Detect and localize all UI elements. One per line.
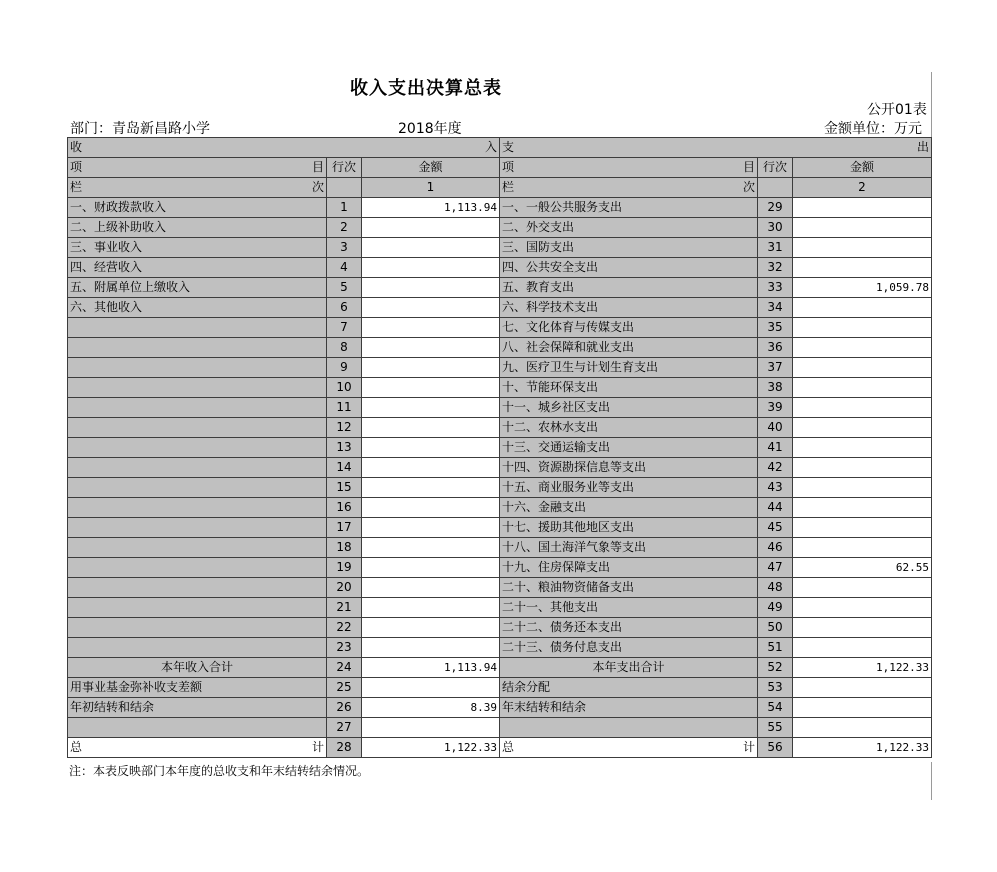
income-row-number: 13	[327, 438, 362, 458]
expense-amount-cell	[793, 438, 932, 458]
expense-item-cell: 十二、农林水支出	[500, 418, 758, 438]
expense-row-number: 48	[758, 578, 793, 598]
year-label: 2018年度	[398, 121, 462, 137]
income-row-number: 9	[327, 358, 362, 378]
income-amount-cell: 8.39	[362, 698, 500, 718]
expense-amount-cell	[793, 678, 932, 698]
income-item-cell: 一、财政拨款收入	[68, 198, 327, 218]
income-row-number: 26	[327, 698, 362, 718]
income-amount-cell	[362, 378, 500, 398]
form-number: 公开01表	[867, 102, 927, 118]
expense-amount-cell	[793, 298, 932, 318]
income-total-label-left: 总	[70, 740, 83, 754]
expense-amount-cell	[793, 518, 932, 538]
expense-row-number: 41	[758, 438, 793, 458]
income-row-number: 17	[327, 518, 362, 538]
expense-amount-cell	[793, 398, 932, 418]
expense-rowno-blank	[758, 178, 793, 198]
income-row-number: 5	[327, 278, 362, 298]
expense-row-number: 52	[758, 658, 793, 678]
income-header-right: 入	[484, 140, 497, 154]
expense-rowno-header: 行次	[758, 158, 793, 178]
expense-amount-header: 金额	[793, 158, 932, 178]
expense-item-cell: 一、一般公共服务支出	[500, 198, 758, 218]
header-row-3	[68, 178, 932, 198]
income-amount-cell	[362, 398, 500, 418]
income-row-number: 10	[327, 378, 362, 398]
income-item-cell	[68, 478, 327, 498]
expense-header-right: 出	[916, 140, 929, 154]
expense-item-cell: 六、科学技术支出	[500, 298, 758, 318]
income-amount-cell	[362, 298, 500, 318]
table-row	[68, 498, 932, 518]
income-row-number: 19	[327, 558, 362, 578]
income-item-cell	[68, 718, 327, 738]
expense-item-cell: 结余分配	[500, 678, 758, 698]
expense-row-number: 44	[758, 498, 793, 518]
income-row-number: 7	[327, 318, 362, 338]
income-total-amount: 1,122.33	[362, 738, 500, 758]
expense-row-number: 29	[758, 198, 793, 218]
income-total-label	[68, 738, 327, 758]
table-row	[68, 438, 932, 458]
expense-row-number: 37	[758, 358, 793, 378]
income-amount-cell	[362, 558, 500, 578]
income-row-number: 11	[327, 398, 362, 418]
expense-amount-cell	[793, 698, 932, 718]
expense-row-number: 42	[758, 458, 793, 478]
table-row	[68, 518, 932, 538]
expense-row-number: 53	[758, 678, 793, 698]
income-row-number: 8	[327, 338, 362, 358]
expense-amount-cell	[793, 638, 932, 658]
expense-header-left: 支	[502, 140, 515, 154]
expense-row-number: 38	[758, 378, 793, 398]
expense-total-label	[500, 738, 758, 758]
expense-total-row-number: 56	[758, 738, 793, 758]
expense-item-cell: 十一、城乡社区支出	[500, 398, 758, 418]
table-row	[68, 238, 932, 258]
income-item-cell: 二、上级补助收入	[68, 218, 327, 238]
income-amount-header: 金额	[362, 158, 500, 178]
expense-amount-cell	[793, 618, 932, 638]
expense-col-left: 栏	[502, 180, 515, 194]
table-row	[68, 558, 932, 578]
income-rowno-blank	[327, 178, 362, 198]
income-expense-table	[67, 137, 932, 758]
expense-amount-cell	[793, 718, 932, 738]
expense-item-cell: 四、公共安全支出	[500, 258, 758, 278]
right-edge-line-top	[931, 72, 932, 140]
income-item-cell	[68, 638, 327, 658]
expense-row-number: 34	[758, 298, 793, 318]
expense-col-number: 2	[793, 178, 932, 198]
expense-item-cell: 十九、住房保障支出	[500, 558, 758, 578]
income-amount-cell	[362, 618, 500, 638]
expense-item-cell: 十六、金融支出	[500, 498, 758, 518]
income-col-header	[68, 178, 327, 198]
income-amount-cell: 1,113.94	[362, 198, 500, 218]
expense-row-number: 50	[758, 618, 793, 638]
expense-row-number: 51	[758, 638, 793, 658]
income-row-number: 2	[327, 218, 362, 238]
income-col-right: 次	[311, 180, 324, 194]
income-amount-cell	[362, 458, 500, 478]
income-amount-cell	[362, 718, 500, 738]
income-item-cell	[68, 578, 327, 598]
income-amount-cell	[362, 638, 500, 658]
income-row-number: 18	[327, 538, 362, 558]
table-row	[68, 198, 932, 218]
expense-item-cell: 九、医疗卫生与计划生育支出	[500, 358, 758, 378]
expense-amount-cell	[793, 578, 932, 598]
expense-item-cell: 五、教育支出	[500, 278, 758, 298]
expense-row-number: 54	[758, 698, 793, 718]
income-item-cell	[68, 318, 327, 338]
expense-row-number: 30	[758, 218, 793, 238]
table-row	[68, 418, 932, 438]
income-row-number: 22	[327, 618, 362, 638]
income-row-number: 6	[327, 298, 362, 318]
income-item-cell	[68, 398, 327, 418]
table-row	[68, 218, 932, 238]
income-row-number: 27	[327, 718, 362, 738]
income-amount-cell	[362, 278, 500, 298]
income-row-number: 20	[327, 578, 362, 598]
income-row-number: 21	[327, 598, 362, 618]
expense-amount-cell: 62.55	[793, 558, 932, 578]
income-row-number: 12	[327, 418, 362, 438]
income-item-cell	[68, 338, 327, 358]
expense-item-cell: 八、社会保障和就业支出	[500, 338, 758, 358]
table-row	[68, 678, 932, 698]
table-row	[68, 658, 932, 678]
income-amount-cell	[362, 418, 500, 438]
income-row-number: 3	[327, 238, 362, 258]
income-row-number: 4	[327, 258, 362, 278]
income-row-number: 25	[327, 678, 362, 698]
expense-amount-cell	[793, 538, 932, 558]
expense-row-number: 35	[758, 318, 793, 338]
income-amount-cell	[362, 218, 500, 238]
expense-amount-cell	[793, 498, 932, 518]
expense-item-cell	[500, 718, 758, 738]
income-amount-cell	[362, 538, 500, 558]
income-total-label-right: 计	[311, 740, 324, 754]
income-row-number: 16	[327, 498, 362, 518]
expense-col-right: 次	[742, 180, 755, 194]
department-label: 部门：青岛新昌路小学	[70, 121, 210, 137]
expense-total-amount: 1,122.33	[793, 738, 932, 758]
income-item-left: 项	[70, 160, 83, 174]
expense-row-number: 39	[758, 398, 793, 418]
income-amount-cell	[362, 578, 500, 598]
expense-amount-cell	[793, 458, 932, 478]
expense-row-number: 49	[758, 598, 793, 618]
expense-amount-cell: 1,122.33	[793, 658, 932, 678]
expense-amount-cell	[793, 318, 932, 338]
expense-amount-cell	[793, 238, 932, 258]
expense-amount-cell	[793, 338, 932, 358]
expense-row-number: 43	[758, 478, 793, 498]
expense-item-cell: 十、节能环保支出	[500, 378, 758, 398]
table-row	[68, 258, 932, 278]
income-item-cell: 五、附属单位上缴收入	[68, 278, 327, 298]
income-item-right: 目	[311, 160, 324, 174]
income-item-cell	[68, 618, 327, 638]
right-edge-line-bottom	[931, 762, 932, 800]
expense-item-cell: 七、文化体育与传媒支出	[500, 318, 758, 338]
table-row	[68, 298, 932, 318]
income-header-left: 收	[70, 140, 83, 154]
expense-row-number: 45	[758, 518, 793, 538]
income-col-number: 1	[362, 178, 500, 198]
expense-amount-cell	[793, 358, 932, 378]
expense-row-number: 46	[758, 538, 793, 558]
income-item-cell	[68, 358, 327, 378]
table-row	[68, 378, 932, 398]
expense-total-label-left: 总	[502, 740, 515, 754]
expense-item-cell: 二十三、债务付息支出	[500, 638, 758, 658]
income-item-cell: 本年收入合计	[68, 658, 327, 678]
table-row	[68, 278, 932, 298]
expense-amount-cell: 1,059.78	[793, 278, 932, 298]
expense-item-cell: 二十、粮油物资储备支出	[500, 578, 758, 598]
income-item-cell	[68, 558, 327, 578]
expense-row-number: 47	[758, 558, 793, 578]
expense-row-number: 31	[758, 238, 793, 258]
income-item-cell: 三、事业收入	[68, 238, 327, 258]
expense-amount-cell	[793, 478, 932, 498]
income-amount-cell	[362, 338, 500, 358]
income-row-number: 24	[327, 658, 362, 678]
income-item-cell	[68, 598, 327, 618]
header-row-2	[68, 158, 932, 178]
total-row	[68, 738, 932, 758]
expense-amount-cell	[793, 378, 932, 398]
expense-header	[500, 138, 932, 158]
expense-item-cell: 十七、援助其他地区支出	[500, 518, 758, 538]
income-item-cell	[68, 498, 327, 518]
header-row-1	[68, 138, 932, 158]
expense-col-header	[500, 178, 758, 198]
expense-amount-cell	[793, 258, 932, 278]
expense-amount-cell	[793, 598, 932, 618]
expense-amount-cell	[793, 198, 932, 218]
expense-item-left: 项	[502, 160, 515, 174]
income-amount-cell	[362, 438, 500, 458]
expense-amount-cell	[793, 418, 932, 438]
income-header	[68, 138, 500, 158]
expense-item-cell: 十三、交通运输支出	[500, 438, 758, 458]
income-amount-cell	[362, 478, 500, 498]
table-row	[68, 598, 932, 618]
income-item-cell	[68, 458, 327, 478]
income-amount-cell	[362, 678, 500, 698]
income-amount-cell	[362, 598, 500, 618]
table-row	[68, 538, 932, 558]
expense-row-number: 55	[758, 718, 793, 738]
income-item-cell	[68, 518, 327, 538]
expense-item-cell: 二十一、其他支出	[500, 598, 758, 618]
income-item-cell	[68, 378, 327, 398]
income-row-number: 1	[327, 198, 362, 218]
income-item-cell: 用事业基金弥补收支差额	[68, 678, 327, 698]
income-amount-cell	[362, 238, 500, 258]
expense-total-label-right: 计	[742, 740, 755, 754]
expense-item-cell: 年末结转和结余	[500, 698, 758, 718]
income-amount-cell	[362, 518, 500, 538]
expense-amount-cell	[793, 218, 932, 238]
expense-row-number: 40	[758, 418, 793, 438]
income-item-cell	[68, 438, 327, 458]
table-row	[68, 318, 932, 338]
income-col-left: 栏	[70, 180, 83, 194]
expense-row-number: 36	[758, 338, 793, 358]
income-item-cell: 六、其他收入	[68, 298, 327, 318]
page-title: 收入支出决算总表	[350, 78, 502, 99]
unit-label: 金额单位：万元	[824, 121, 922, 137]
table-row	[68, 718, 932, 738]
table-row	[68, 338, 932, 358]
table-row	[68, 578, 932, 598]
income-total-row-number: 28	[327, 738, 362, 758]
expense-item-right: 目	[742, 160, 755, 174]
income-item-cell: 四、经营收入	[68, 258, 327, 278]
income-row-number: 15	[327, 478, 362, 498]
income-amount-cell	[362, 358, 500, 378]
expense-item-cell: 三、国防支出	[500, 238, 758, 258]
footnote: 注：本表反映部门本年度的总收支和年末结转结余情况。	[69, 764, 370, 778]
table-row	[68, 458, 932, 478]
expense-row-number: 33	[758, 278, 793, 298]
income-item-cell: 年初结转和结余	[68, 698, 327, 718]
expense-item-cell: 二十二、债务还本支出	[500, 618, 758, 638]
income-item-header	[68, 158, 327, 178]
income-amount-cell: 1,113.94	[362, 658, 500, 678]
income-row-number: 14	[327, 458, 362, 478]
income-amount-cell	[362, 498, 500, 518]
expense-item-cell: 二、外交支出	[500, 218, 758, 238]
expense-item-cell: 十八、国土海洋气象等支出	[500, 538, 758, 558]
table-row	[68, 618, 932, 638]
table-row	[68, 398, 932, 418]
expense-item-header	[500, 158, 758, 178]
income-amount-cell	[362, 318, 500, 338]
table-row	[68, 478, 932, 498]
income-rowno-header: 行次	[327, 158, 362, 178]
expense-row-number: 32	[758, 258, 793, 278]
table-row	[68, 638, 932, 658]
expense-item-cell: 本年支出合计	[500, 658, 758, 678]
income-row-number: 23	[327, 638, 362, 658]
expense-item-cell: 十五、商业服务业等支出	[500, 478, 758, 498]
income-item-cell	[68, 418, 327, 438]
income-amount-cell	[362, 258, 500, 278]
table-row	[68, 698, 932, 718]
table-row	[68, 358, 932, 378]
expense-item-cell: 十四、资源勘探信息等支出	[500, 458, 758, 478]
income-item-cell	[68, 538, 327, 558]
